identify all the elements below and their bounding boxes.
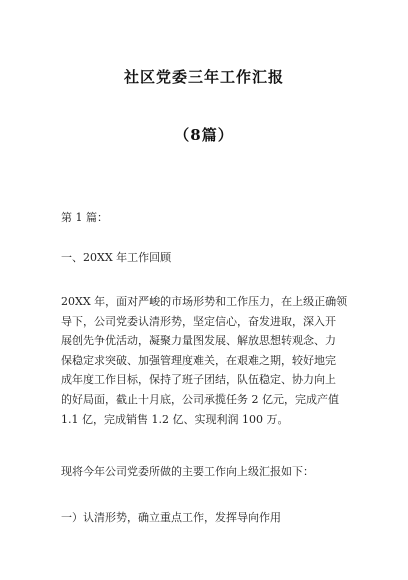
body-line: 导下，公司党委认清形势，坚定信心，奋发进取，深入开: [61, 314, 336, 328]
body-line: 展创先争优活动，凝聚力量图发展、解放思想转观念、力: [61, 334, 336, 348]
subsection-heading: 一）认清形势，确立重点工作，发挥导向作用: [61, 511, 281, 524]
document-subtitle: （8篇）: [174, 126, 234, 144]
body-line: 的好局面，截止十月底，公司承揽任务 2 亿元，完成产值: [61, 392, 339, 406]
report-intro: 现将今年公司党委所做的主要工作向上级汇报如下：: [61, 465, 314, 478]
document-title: 社区党委三年工作汇报: [123, 68, 284, 86]
body-line: 保稳定求突破、加强管理度难关，在艰难之期，较好地完: [61, 353, 336, 367]
body-line: 1.1 亿，完成销售 1.2 亿、实现利润 100 万。: [61, 412, 289, 426]
body-line: 20XX 年，面对严峻的市场形势和工作压力，在上级正确领: [61, 295, 348, 308]
body-line: 成年度工作目标，保持了班子团结，队伍稳定、协力向上: [61, 373, 336, 387]
body-paragraph: [61, 292, 351, 429]
section-heading: 一、20XX 年工作回顾: [61, 251, 172, 264]
chapter-label: 第 1 篇：: [61, 211, 108, 224]
